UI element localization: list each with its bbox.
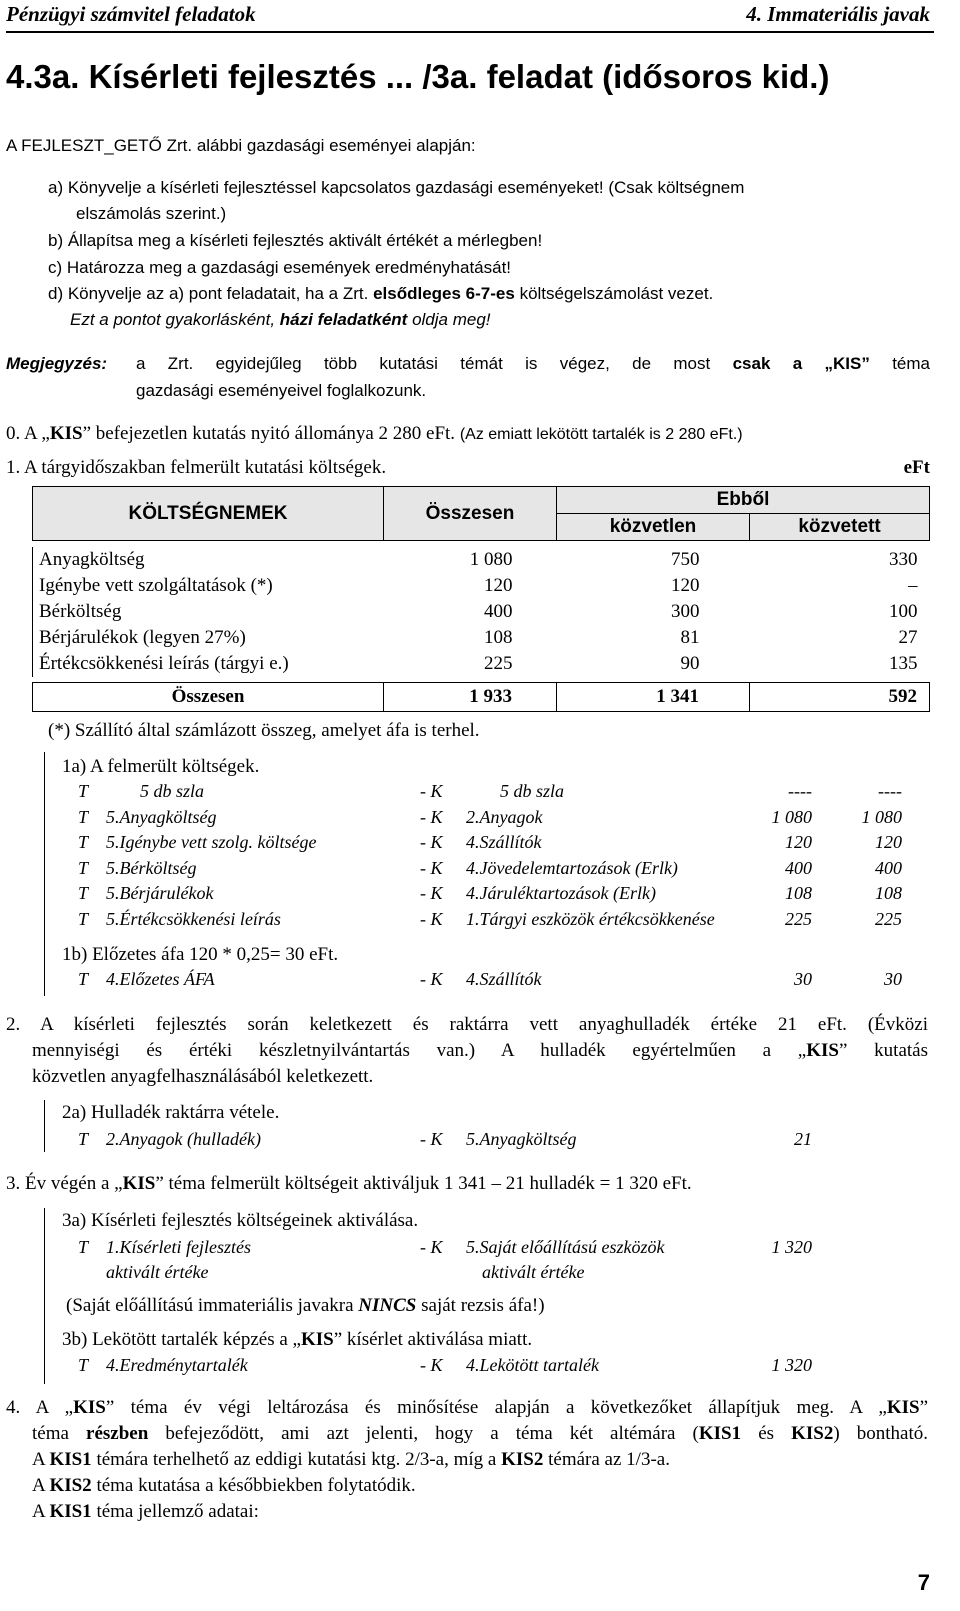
entry-v1: 400 bbox=[785, 858, 812, 878]
row-direct: 750 bbox=[671, 549, 700, 570]
item0-b: ” befejezetlen kutatás nyitó állománya 2 280 eFt. bbox=[82, 423, 456, 444]
j1b-title: 1b) Előzetes áfa 120 * 0,25= 30 eFt. bbox=[62, 944, 339, 965]
j3b-title-b: ” kísérlet aktiválása miatt. bbox=[333, 1329, 533, 1350]
j1a-title: 1a) A felmerült költségek. bbox=[62, 756, 260, 777]
j2a-credit: 5.Anyagköltség bbox=[466, 1129, 577, 1149]
row-direct: 300 bbox=[671, 601, 700, 622]
journal-bracket bbox=[44, 1100, 45, 1152]
i4-l3e: témára az 1/3-a. bbox=[548, 1449, 670, 1470]
item-2-line1: 2. A kísérleti fejlesztés során keletkezett és raktárra vett anyaghulladék értéke 21 eFt. (Évközi bbox=[6, 1014, 928, 1035]
entry-k: - K bbox=[420, 832, 443, 852]
item3-a: 3. Év végén a „ bbox=[6, 1173, 123, 1194]
entry-debit: 5.Anyagköltség bbox=[106, 807, 217, 827]
entry-t: T bbox=[78, 883, 89, 903]
entry-k: - K bbox=[420, 883, 443, 903]
row-indirect: 100 bbox=[889, 601, 918, 622]
entry-t: T bbox=[78, 909, 89, 929]
entry-v2: 1 080 bbox=[861, 807, 902, 827]
intro-rest: alábbi gazdasági eseményei alapján: bbox=[196, 136, 476, 155]
total-direct: 1 341 bbox=[557, 683, 750, 712]
intro-company: A FEJLESZT_GETŐ Zrt. bbox=[6, 136, 193, 155]
j3b-title-a: 3b) Lekötött tartalék képzés a „ bbox=[62, 1329, 301, 1350]
entry-k: - K bbox=[420, 807, 443, 827]
table-row bbox=[33, 599, 930, 625]
i4-l1a: 4. A „ bbox=[6, 1397, 74, 1418]
page-number: 7 bbox=[917, 1570, 930, 1595]
j1b-k: - K bbox=[420, 969, 443, 989]
entry-credit: 2.Anyagok bbox=[466, 807, 543, 827]
entry-credit: 4.Szállítók bbox=[466, 832, 542, 852]
th-direct: közvetlen bbox=[557, 514, 750, 541]
row-total: 225 bbox=[484, 653, 513, 674]
table-row bbox=[33, 573, 930, 599]
row-indirect: 27 bbox=[898, 627, 918, 648]
j1b-v1: 30 bbox=[794, 969, 812, 989]
i4-l2c: befejeződött, ami azt jelenti, hogy a téma két altémára ( bbox=[165, 1423, 699, 1444]
i4-l4c: téma kutatása a későbbiekben folytatódik. bbox=[96, 1475, 416, 1496]
item0-kis: KIS bbox=[49, 423, 83, 444]
item0-a: 0. A „ bbox=[6, 423, 50, 444]
task-d-a: d) Könyvelje az a) pont feladatait, ha a Zrt. bbox=[48, 284, 369, 303]
note-l1a: a Zrt. egyidejűleg több kutatási témát is végez, de most bbox=[136, 354, 711, 373]
i4-l2a: téma bbox=[32, 1423, 69, 1444]
j3a-k: - K bbox=[420, 1237, 443, 1257]
table-row bbox=[33, 625, 930, 651]
header-left: Pénzügyi számvitel feladatok bbox=[6, 2, 256, 26]
entry-debit: 5 db szla bbox=[140, 781, 205, 801]
note-l1b: csak a „KIS” bbox=[732, 354, 870, 373]
page-title: 4.3a. Kísérleti fejlesztés ... /3a. feladat (idősoros kid.) bbox=[6, 58, 830, 95]
journal-bracket bbox=[44, 1208, 45, 1384]
homework-c: oldja meg! bbox=[412, 310, 491, 329]
cost-table bbox=[32, 486, 930, 712]
j3a-note-a: (Saját előállítású immateriális javakra bbox=[66, 1295, 354, 1316]
item-4-line4 bbox=[32, 1475, 416, 1497]
i4-l3b: KIS1 bbox=[49, 1449, 92, 1470]
i4-l2g: ) bontható. bbox=[833, 1423, 928, 1444]
entry-t: T bbox=[78, 807, 89, 827]
entry-debit: 5.Bérjárulékok bbox=[106, 883, 214, 903]
i4-l3c: témára terhelhető az eddigi kutatási ktg. 2/3-a, míg a bbox=[96, 1449, 497, 1470]
item0-c: (Az emiatt lekötött tartalék is 2 280 eFt.) bbox=[459, 426, 743, 443]
j1b-credit: 4.Szállítók bbox=[466, 969, 542, 989]
header-rule bbox=[6, 31, 934, 33]
item-4-line2 bbox=[32, 1423, 928, 1445]
j2a-debit: 2.Anyagok (hulladék) bbox=[106, 1129, 261, 1149]
entry-credit: 1.Tárgyi eszközök értékcsökkenése bbox=[466, 909, 715, 929]
item-3 bbox=[6, 1173, 692, 1195]
entry-k: - K bbox=[420, 909, 443, 929]
j3a-debit1: 1.Kísérleti fejlesztés bbox=[106, 1237, 251, 1257]
j2a-title: 2a) Hulladék raktárra vétele. bbox=[62, 1102, 280, 1123]
j3a-title: 3a) Kísérleti fejlesztés költségeinek aktiválása. bbox=[62, 1210, 419, 1231]
item2-l2c: ” kutatás bbox=[838, 1040, 928, 1061]
note-line2: gazdasági eseményeivel foglalkozunk. bbox=[136, 381, 427, 400]
item-1: 1. A tárgyidőszakban felmerült kutatási költségek. bbox=[6, 457, 387, 478]
j3b-k: - K bbox=[420, 1355, 443, 1375]
entry-v1: ---- bbox=[788, 781, 812, 801]
entry-v1: 120 bbox=[785, 832, 812, 852]
task-a-cont: elszámolás szerint.) bbox=[76, 204, 227, 223]
j2a-v1: 21 bbox=[794, 1129, 812, 1149]
i4-l5a: A bbox=[32, 1501, 45, 1522]
item3-b: ” téma felmerült költségeit aktiváljuk 1 341 – 21 hulladék = 1 320 eFt. bbox=[155, 1173, 692, 1194]
row-name: Bérköltség bbox=[33, 599, 384, 625]
th-of: Ebből bbox=[557, 487, 930, 514]
entry-credit: 4.Jövedelemtartozások (Erlk) bbox=[466, 858, 678, 878]
total-sum: 1 933 bbox=[384, 683, 557, 712]
row-total: 1 080 bbox=[469, 549, 513, 570]
i4-l5b: KIS1 bbox=[49, 1501, 92, 1522]
journal-bracket bbox=[44, 752, 45, 996]
entry-k: - K bbox=[420, 858, 443, 878]
j1b-t: T bbox=[78, 969, 89, 989]
table-footnote: (*) Szállító által számlázott összeg, amelyet áfa is terhel. bbox=[48, 720, 480, 741]
j3b-title bbox=[62, 1329, 532, 1351]
i4-l2d: KIS1 bbox=[698, 1423, 742, 1444]
item-2-line3: közvetlen anyagfelhasználásából keletkezett. bbox=[32, 1066, 374, 1087]
row-name: Igénybe vett szolgáltatások (*) bbox=[33, 573, 384, 599]
table-row bbox=[33, 547, 930, 573]
i4-l3a: A bbox=[32, 1449, 45, 1470]
j2a-t: T bbox=[78, 1129, 89, 1149]
item-4-line1 bbox=[6, 1397, 928, 1419]
j3b-t: T bbox=[78, 1355, 89, 1375]
task-a: a) Könyvelje a kísérleti fejlesztéssel kapcsolatos gazdasági eseményeket! (Csak költségnem bbox=[48, 178, 745, 197]
row-total: 400 bbox=[484, 601, 513, 622]
i4-l1b: KIS bbox=[73, 1397, 106, 1418]
homework-a: Ezt a pontot gyakorlásként, bbox=[70, 310, 276, 329]
item-4-line5 bbox=[32, 1501, 259, 1523]
row-indirect: – bbox=[908, 575, 918, 596]
total-label: Összesen bbox=[33, 683, 384, 712]
j1b-debit: 4.Előzetes ÁFA bbox=[106, 969, 215, 989]
j3a-v1: 1 320 bbox=[771, 1237, 812, 1257]
row-total: 108 bbox=[484, 627, 513, 648]
homework-b: házi feladatként bbox=[279, 310, 408, 329]
entry-k: - K bbox=[420, 781, 443, 801]
table-row bbox=[33, 651, 930, 677]
i4-l2f: KIS2 bbox=[791, 1423, 834, 1444]
j3a-note-c: saját rezsis áfa!) bbox=[421, 1295, 545, 1316]
j3a-note bbox=[66, 1295, 545, 1317]
entry-t: T bbox=[78, 832, 89, 852]
entry-debit: 5.Igénybe vett szolg. költsége bbox=[106, 832, 317, 852]
task-d-c: költségelszámolást vezet. bbox=[519, 284, 714, 303]
item-2-line2 bbox=[32, 1040, 928, 1062]
total-row bbox=[33, 683, 930, 712]
row-indirect: 330 bbox=[889, 549, 918, 570]
row-total: 120 bbox=[484, 575, 513, 596]
unit-label: eFt bbox=[903, 457, 930, 478]
j3a-credit2: aktivált értéke bbox=[482, 1262, 585, 1282]
entry-t: T bbox=[78, 781, 89, 801]
i4-l2b: részben bbox=[86, 1423, 149, 1444]
i4-l1c: ” téma év végi leltározása és minősítése alapján a következőket állapítjuk meg. A „ bbox=[105, 1397, 887, 1418]
j3a-t: T bbox=[78, 1237, 89, 1257]
task-d bbox=[48, 284, 713, 304]
total-indirect: 592 bbox=[750, 683, 930, 712]
item2-l2a: mennyiségi és értéki készletnyilvántartás van.) A hulladék egyértelműen a „ bbox=[32, 1040, 807, 1061]
j3b-kis: KIS bbox=[300, 1329, 334, 1350]
entry-debit: 5.Bérköltség bbox=[106, 858, 197, 878]
header-right: 4. Immateriális javak bbox=[746, 2, 930, 26]
row-direct: 120 bbox=[671, 575, 700, 596]
j2a-k: - K bbox=[420, 1129, 443, 1149]
row-name: Anyagköltség bbox=[33, 547, 384, 573]
entry-v2: 400 bbox=[875, 858, 902, 878]
task-c: c) Határozza meg a gazdasági események eredményhatását! bbox=[48, 258, 512, 277]
entry-debit: 5.Értékcsökkenési leírás bbox=[106, 909, 281, 929]
j3b-debit: 4.Eredménytartalék bbox=[106, 1355, 248, 1375]
th-total: Összesen bbox=[384, 487, 557, 541]
item-0 bbox=[6, 423, 743, 445]
entry-v1: 108 bbox=[785, 883, 812, 903]
entry-credit: 4.Járuléktartozások (Erlk) bbox=[466, 883, 656, 903]
i4-l4b: KIS2 bbox=[49, 1475, 92, 1496]
row-name: Bérjárulékok (legyen 27%) bbox=[33, 625, 384, 651]
task-homework bbox=[70, 310, 491, 330]
note-label: Megjegyzés: bbox=[6, 354, 108, 373]
i4-l1e: ” bbox=[919, 1397, 929, 1418]
task-b: b) Állapítsa meg a kísérleti fejlesztés aktivált értékét a mérlegben! bbox=[48, 231, 543, 250]
i4-l1d: KIS bbox=[886, 1397, 920, 1418]
row-direct: 90 bbox=[680, 653, 700, 674]
i4-l4a: A bbox=[32, 1475, 45, 1496]
note-line1 bbox=[136, 354, 930, 374]
i4-l3d: KIS2 bbox=[501, 1449, 544, 1470]
row-direct: 81 bbox=[680, 627, 700, 648]
j3a-credit1: 5.Saját előállítású eszközök bbox=[466, 1237, 665, 1257]
entry-v2: 120 bbox=[875, 832, 902, 852]
j3a-note-b: NINCS bbox=[358, 1295, 417, 1316]
j1b-v2: 30 bbox=[884, 969, 902, 989]
task-d-b: elsődleges 6-7-es bbox=[373, 284, 515, 303]
entry-v2: 225 bbox=[875, 909, 902, 929]
th-type: KÖLTSÉGNEMEK bbox=[33, 487, 384, 541]
th-indirect: közvetett bbox=[750, 514, 930, 541]
entry-t: T bbox=[78, 858, 89, 878]
note-l1c: téma bbox=[892, 354, 930, 373]
i4-l2e: és bbox=[758, 1423, 775, 1444]
j3b-credit: 4.Lekötött tartalék bbox=[466, 1355, 599, 1375]
row-name: Értékcsökkenési leírás (tárgyi e.) bbox=[33, 651, 384, 677]
entry-v2: ---- bbox=[878, 781, 902, 801]
entry-credit: 5 db szla bbox=[500, 781, 565, 801]
entry-v1: 1 080 bbox=[771, 807, 812, 827]
entry-v1: 225 bbox=[785, 909, 812, 929]
item-4-line3 bbox=[32, 1449, 670, 1471]
i4-l5c: téma jellemző adatai: bbox=[96, 1501, 259, 1522]
j3a-debit2: aktivált értéke bbox=[106, 1262, 209, 1282]
row-indirect: 135 bbox=[889, 653, 918, 674]
item3-kis: KIS bbox=[122, 1173, 156, 1194]
j3b-v1: 1 320 bbox=[771, 1355, 812, 1375]
entry-v2: 108 bbox=[875, 883, 902, 903]
item2-kis: KIS bbox=[806, 1040, 839, 1061]
intro bbox=[6, 136, 476, 156]
